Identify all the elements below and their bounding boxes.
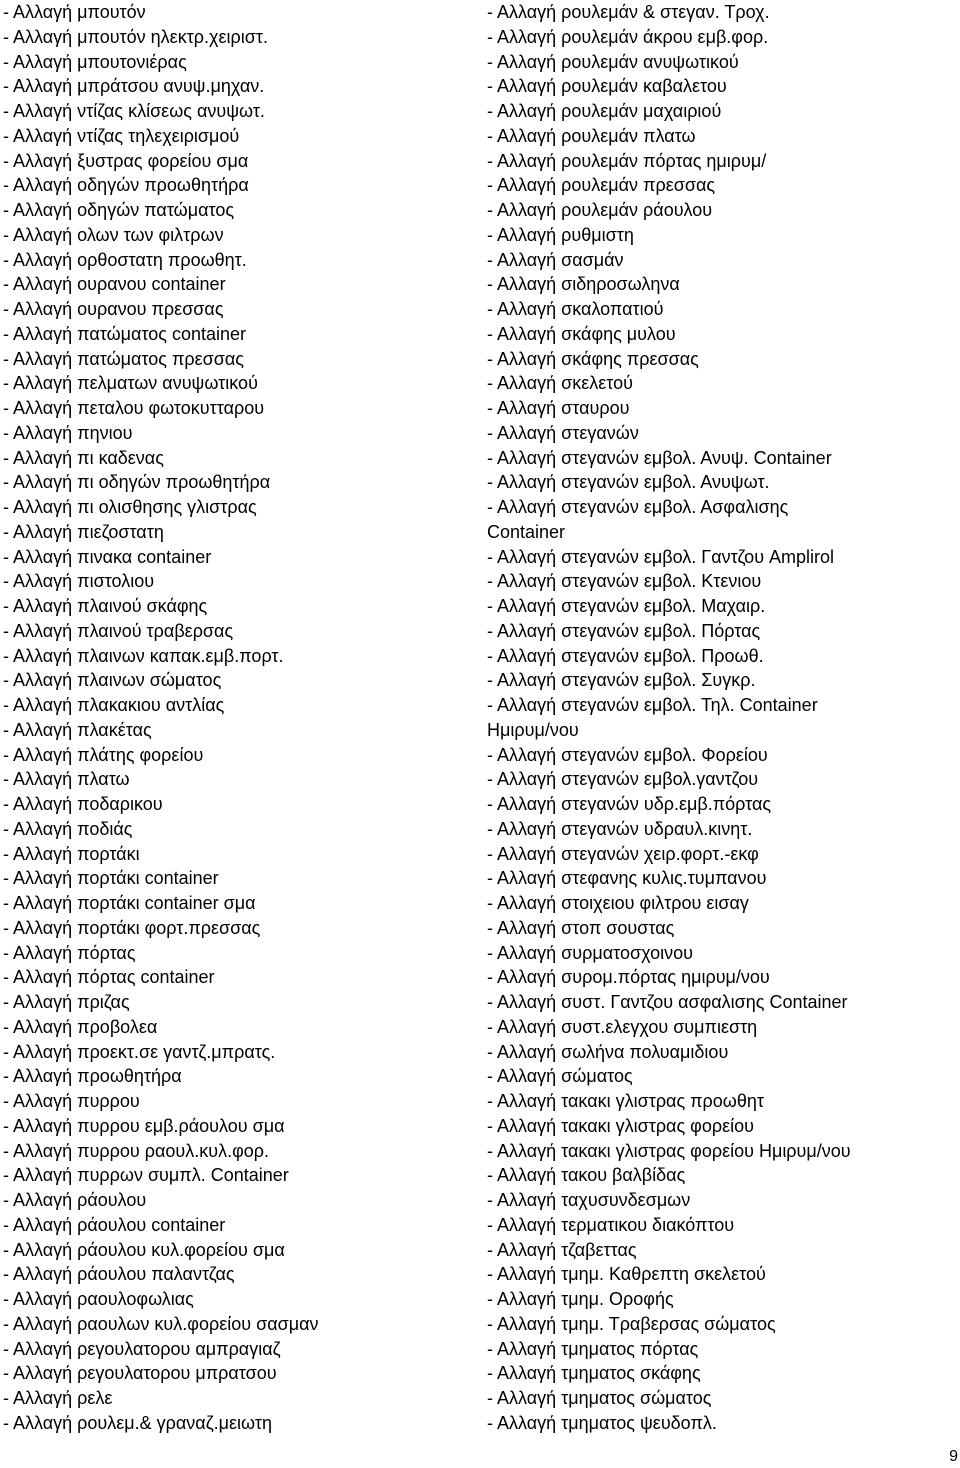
list-item: - Αλλαγή συρματοσχοινου — [487, 942, 693, 963]
list-item: - Αλλαγή ρελε — [3, 1388, 113, 1408]
list-item: - Αλλαγή τακακι γλιστρας φορείου — [487, 1115, 754, 1136]
list-item: - Αλλαγή ρυθμιστη — [487, 224, 634, 245]
list-item: - Αλλαγή πορτάκι container σμα — [3, 893, 256, 913]
list-item: - Αλλαγή συστ.ελεγχου συμπιεστη — [487, 1016, 758, 1037]
list-item: - Αλλαγή πορτάκι container — [3, 868, 219, 889]
list-item: - Αλλαγή ντίζας τηλεχειρισμού — [3, 125, 240, 146]
list-item: - Αλλαγή μπουτονιέρας — [3, 51, 187, 72]
list-item: - Αλλαγή ολων των φιλτρων — [3, 224, 224, 245]
list-item: - Αλλαγή πι οδηγών προωθητήρα — [3, 472, 271, 493]
list-item: - Αλλαγή πατώματος container — [3, 323, 246, 344]
list-item: - Αλλαγή στεγανών υδραυλ.κινητ. — [487, 818, 753, 839]
list-item: - Αλλαγή προωθητήρα — [3, 1066, 182, 1087]
list-item: - Αλλαγή πεταλου φωτοκυτταρου — [3, 398, 265, 418]
list-item: - Αλλαγή τακακι γλιστρας φορείου Ημιρυμ/νου — [487, 1140, 851, 1161]
list-item: - Αλλαγή πλαινων σώματος — [3, 670, 222, 691]
list-item: - Αλλαγή ράουλου — [3, 1190, 147, 1210]
right-column-list — [487, 0, 957, 1436]
list-item: - Αλλαγή πηνιου — [3, 422, 133, 443]
list-item: - Αλλαγή ρουλεμάν μαχαιριού — [487, 101, 722, 121]
list-item: - Αλλαγή πόρτας container — [3, 967, 215, 988]
list-item: - Αλλαγή ορθοστατη προωθητ. — [3, 249, 247, 270]
list-item: - Αλλαγή μπράτσου ανυψ.μηχαν. — [3, 76, 265, 97]
list-item: - Αλλαγή πόρτας — [3, 942, 136, 963]
list-item: - Αλλαγή στεγανών χειρ.φορτ.-εκφ — [487, 843, 759, 864]
list-item: - Αλλαγή πυρρου ραουλ.κυλ.φορ. — [3, 1140, 270, 1161]
list-item: - Αλλαγή ράουλου container — [3, 1214, 226, 1235]
list-item: - Αλλαγή στεγανών εμβολ. Τηλ. Container — [487, 695, 818, 715]
list-item: - Αλλαγή στεγανών υδρ.εμβ.πόρτας — [487, 794, 772, 814]
list-item: - Αλλαγή τμηματος σώματος — [487, 1388, 712, 1408]
list-item: - Αλλαγή ρουλεμάν ανυψωτικού — [487, 51, 739, 72]
list-item: - Αλλαγή ντίζας κλίσεως ανυψωτ. — [3, 101, 265, 121]
list-item: - Αλλαγή στεγανών εμβολ. Γαντζου Amplirol — [487, 546, 835, 567]
list-item: - Αλλαγή ποδαρικου — [3, 794, 163, 814]
list-item: - Αλλαγή πατώματος πρεσσας — [3, 348, 244, 369]
list-item: - Αλλαγή ρουλεμάν πλατω — [487, 125, 696, 146]
list-item: - Αλλαγή στεγανών εμβολ. Μαχαιρ. — [487, 596, 766, 616]
list-item: - Αλλαγή τμημ. Καθρεπτη σκελετού — [487, 1264, 766, 1285]
list-item: - Αλλαγή ξυστρας φορείου σμα — [3, 150, 249, 171]
list-item: - Αλλαγή στεγανών εμβολ. Προωθ. — [487, 645, 764, 666]
list-item: - Αλλαγή στοπ σουστας — [487, 917, 675, 938]
list-item: - Αλλαγή τμημ. Οροφής — [487, 1289, 674, 1309]
list-item: - Αλλαγή πλαινων καπακ.εμβ.πορτ. — [3, 645, 284, 666]
list-item: - Αλλαγή πλάτης φορείου — [3, 744, 204, 765]
list-item: - Αλλαγή ρουλεμάν ράουλου — [487, 200, 713, 220]
list-item: - Αλλαγή σκελετού — [487, 373, 634, 394]
list-item: - Αλλαγή τμημ. Τραβερσας σώματος — [487, 1313, 776, 1334]
list-item: - Αλλαγή ρουλεμάν πόρτας ημιρυμ/ — [487, 150, 767, 171]
list-item: - Αλλαγή στεγανών — [487, 422, 639, 443]
list-item: - Αλλαγή ρουλεμάν άκρου εμβ.φορ. — [487, 26, 769, 47]
list-item: - Αλλαγή συστ. Γαντζου ασφαλισης Container — [487, 992, 848, 1012]
list-item: - Αλλαγή σκάφης πρεσσας — [487, 348, 699, 369]
list-item: - Αλλαγή τακακι γλιστρας προωθητ — [487, 1091, 764, 1111]
list-item: - Αλλαγή στεγανών εμβολ. Ανυψ. Container — [487, 447, 832, 468]
list-item: - Αλλαγή πορτάκι φορτ.πρεσσας — [3, 917, 261, 938]
list-item: - Αλλαγή τμηματος ψευδοπλ. — [487, 1412, 717, 1433]
list-item: - Αλλαγή τμηματος σκάφης — [487, 1363, 701, 1384]
list-item: - Αλλαγή ταχυσυνδεσμων — [487, 1190, 691, 1210]
list-item: - Αλλαγή στεγανών εμβολ.γαντζου — [487, 769, 759, 790]
list-item: - Αλλαγή τμηματος πόρτας — [487, 1338, 699, 1359]
list-item: - Αλλαγή στεγανών εμβολ. Ασφαλισης — [487, 497, 789, 517]
list-item: - Αλλαγή πιστολιου — [3, 571, 155, 592]
list-item: - Αλλαγή ουρανου container — [3, 274, 226, 295]
list-item: - Αλλαγή ρουλεμάν καβαλετου — [487, 76, 727, 97]
list-item: - Αλλαγή ρεγουλατορου αμπραγιαζ — [3, 1338, 281, 1359]
list-item: - Αλλαγή τζαβεττας — [487, 1239, 637, 1260]
list-item: - Αλλαγή ρουλεμάν πρεσσας — [487, 175, 716, 196]
list-item: - Αλλαγή μπουτόν — [3, 2, 146, 22]
list-item: - Αλλαγή οδηγών προωθητήρα — [3, 175, 249, 196]
list-item: - Αλλαγή ράουλου κυλ.φορείου σμα — [3, 1239, 285, 1260]
list-item: - Αλλαγή ρεγουλατορου μπρατσου — [3, 1363, 277, 1384]
list-item: - Αλλαγή πι ολισθησης γλιστρας — [3, 497, 257, 517]
list-item: - Αλλαγή στεγανών εμβολ. Πόρτας — [487, 620, 761, 641]
list-item: - Αλλαγή πελματων ανυψωτικού — [3, 373, 258, 394]
list-item: - Αλλαγή μπουτόν ηλεκτρ.χειριστ. — [3, 26, 268, 47]
list-item: - Αλλαγή ραουλοφωλιας — [3, 1289, 194, 1309]
left-column-list — [3, 0, 475, 1436]
list-item: - Αλλαγή τακου βαλβίδας — [487, 1165, 686, 1186]
list-item: - Αλλαγή ρουλεμ.& γραναζ.μειωτη — [3, 1412, 272, 1433]
list-item: - Αλλαγή σιδηροσωληνα — [487, 274, 680, 295]
list-item: - Αλλαγή πυρρου εμβ.ράουλου σμα — [3, 1115, 285, 1136]
list-item: - Αλλαγή προβολεα — [3, 1016, 158, 1037]
list-item: - Αλλαγή πριζας — [3, 992, 130, 1012]
list-item: - Αλλαγή ράουλου παλαντζας — [3, 1264, 235, 1285]
list-item: - Αλλαγή οδηγών πατώματος — [3, 200, 235, 220]
list-item: Container — [487, 521, 566, 542]
list-item: - Αλλαγή πυρρου — [3, 1091, 140, 1111]
list-item: - Αλλαγή πινακα container — [3, 546, 212, 567]
list-item: - Αλλαγή σασμάν — [487, 249, 624, 270]
list-item: - Αλλαγή πλακακιου αντλίας — [3, 695, 225, 715]
list-item: - Αλλαγή πλαινού τραβερσας — [3, 620, 234, 641]
list-item: - Αλλαγή πυρρων συμπλ. Container — [3, 1165, 289, 1186]
page-number: 9 — [949, 1448, 958, 1465]
list-item: - Αλλαγή ποδιάς — [3, 818, 133, 839]
list-item: - Αλλαγή πι καδενας — [3, 447, 164, 468]
list-item: - Αλλαγή πλαινού σκάφης — [3, 596, 208, 616]
list-item: - Αλλαγή πλακέτας — [3, 719, 152, 740]
list-item: - Αλλαγή στεφανης κυλις.τυμπανου — [487, 868, 767, 889]
list-item: - Αλλαγή στοιχειου φιλτρου εισαγ — [487, 893, 749, 913]
list-item: - Αλλαγή σωλήνα πολυαμιδιου — [487, 1041, 729, 1062]
list-item: - Αλλαγή στεγανών εμβολ. Συγκρ. — [487, 670, 756, 691]
list-item: - Αλλαγή σκαλοπατιού — [487, 299, 664, 319]
list-item: - Αλλαγή σταυρου — [487, 398, 630, 418]
list-item: - Αλλαγή πιεζοστατη — [3, 521, 164, 542]
list-item: - Αλλαγή σώματος — [487, 1066, 633, 1087]
list-item: - Αλλαγή τερματικου διακόπτου — [487, 1214, 735, 1235]
list-item: - Αλλαγή σκάφης μυλου — [487, 323, 676, 344]
list-item: - Αλλαγή ραουλων κυλ.φορείου σασμαν — [3, 1313, 319, 1334]
list-item: - Αλλαγή προεκτ.σε γαντζ.μπρατς. — [3, 1041, 276, 1062]
list-item: - Αλλαγή πλατω — [3, 769, 130, 790]
list-item: - Αλλαγή στεγανών εμβολ. Φορείου — [487, 744, 768, 765]
list-item: - Αλλαγή πορτάκι — [3, 843, 140, 864]
list-item: - Αλλαγή συρομ.πόρτας ημιρυμ/νου — [487, 967, 770, 988]
list-item: - Αλλαγή ρουλεμάν & στεγαν. Τροχ. — [487, 2, 770, 22]
list-item: - Αλλαγή στεγανών εμβολ. Ανυψωτ. — [487, 472, 770, 493]
list-item: Ημιρυμ/νου — [487, 719, 579, 740]
list-item: - Αλλαγή στεγανών εμβολ. Κτενιου — [487, 571, 762, 592]
list-item: - Αλλαγή ουρανου πρεσσας — [3, 299, 224, 319]
